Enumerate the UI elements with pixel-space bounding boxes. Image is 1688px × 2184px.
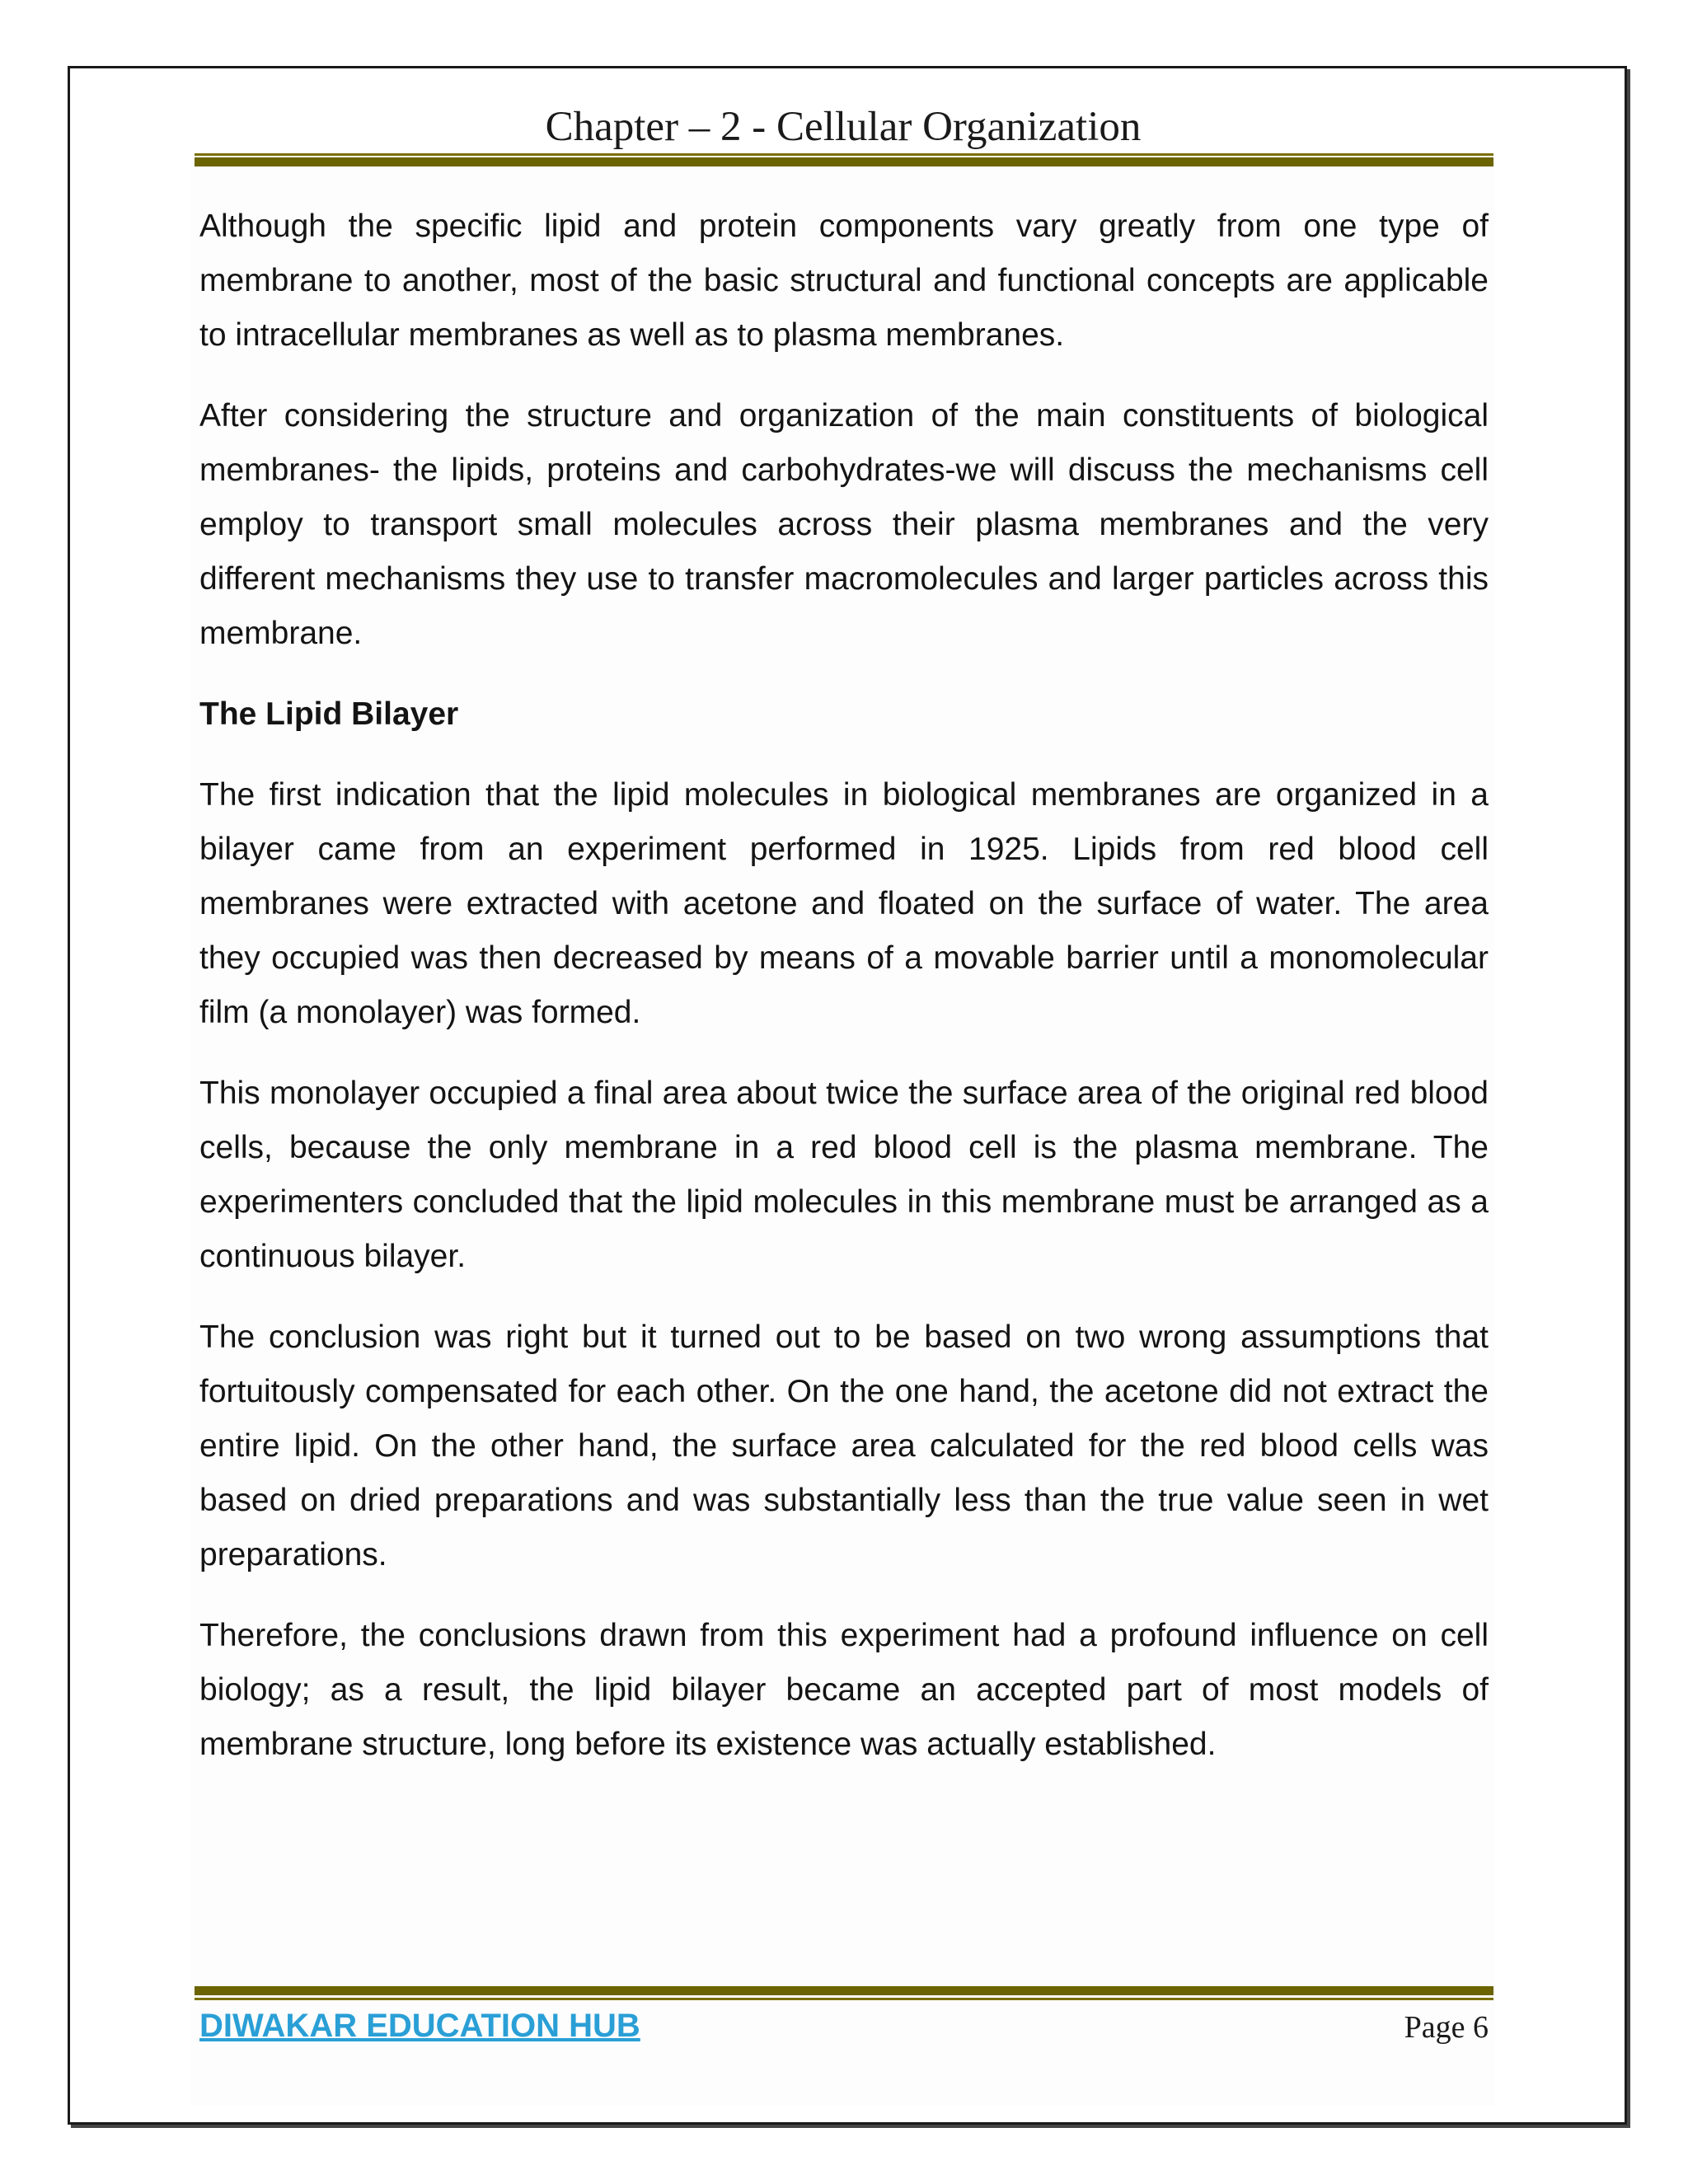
paragraph-intro-1: Although the specific lipid and protein components vary greatly from one type of membrane to another, most of the basic structural and functional concepts are applicable to intracellular membranes as well as to plasma membranes. [199,209,1489,353]
page-title: Chapter – 2 - Cellular Organization [545,104,1142,150]
page-number: Page 6 [1404,2010,1489,2045]
paragraph-intro-2: After considering the structure and organization of the main constituents of biological membranes- the lipids, proteins and carbohydrates-we will discuss the mechanisms cell employ to transport small molecules across their plasma membranes and the very different mechanisms they use to transfer macromolecules and larger particles across this membrane. [199,398,1489,651]
paragraph-section-2: This monolayer occupied a final area about twice the surface area of the original red blood cells, because the only membrane in a red blood cell is the plasma membrane. The experimenters concluded that the lipid molecules in this membrane must be arranged as a continuous bilayer. [199,1076,1489,1274]
paragraph-section-3: The conclusion was right but it turned out to be based on two wrong assumptions that fortuitously compensated for each other. On the one hand, the acetone did not extract the entire lipid. On the other hand, the surface area calculated for the red blood cells was based on dried preparations and was substantially less than the true value seen in wet preparations. [199,1319,1489,1572]
footer-rule-thick [195,1986,1493,1995]
footer-rule-thin [195,1998,1493,2000]
section-heading: The Lipid Bilayer [199,696,459,732]
paragraph-section-1: The first indication that the lipid molecules in biological membranes are organized in a bilayer came from an experiment performed in 1925. Lipids from red blood cell membranes were extracted with acetone and floated on the surface of water. The area they occupied was then decreased by means of a movable barrier until a monomolecular film (a monolayer) was formed. [199,777,1489,1030]
document-body [199,199,1489,1798]
header-rule-thick [195,157,1493,166]
paragraph-section-4: Therefore, the conclusions drawn from this experiment had a profound influence on cell biology; as a result, the lipid bilayer became an accepted part of most models of membrane structure, long before its existence was actually established. [199,1618,1489,1762]
header-rule-thin [195,153,1493,156]
footer-brand-link[interactable]: DIWAKAR EDUCATION HUB [199,2008,640,2044]
